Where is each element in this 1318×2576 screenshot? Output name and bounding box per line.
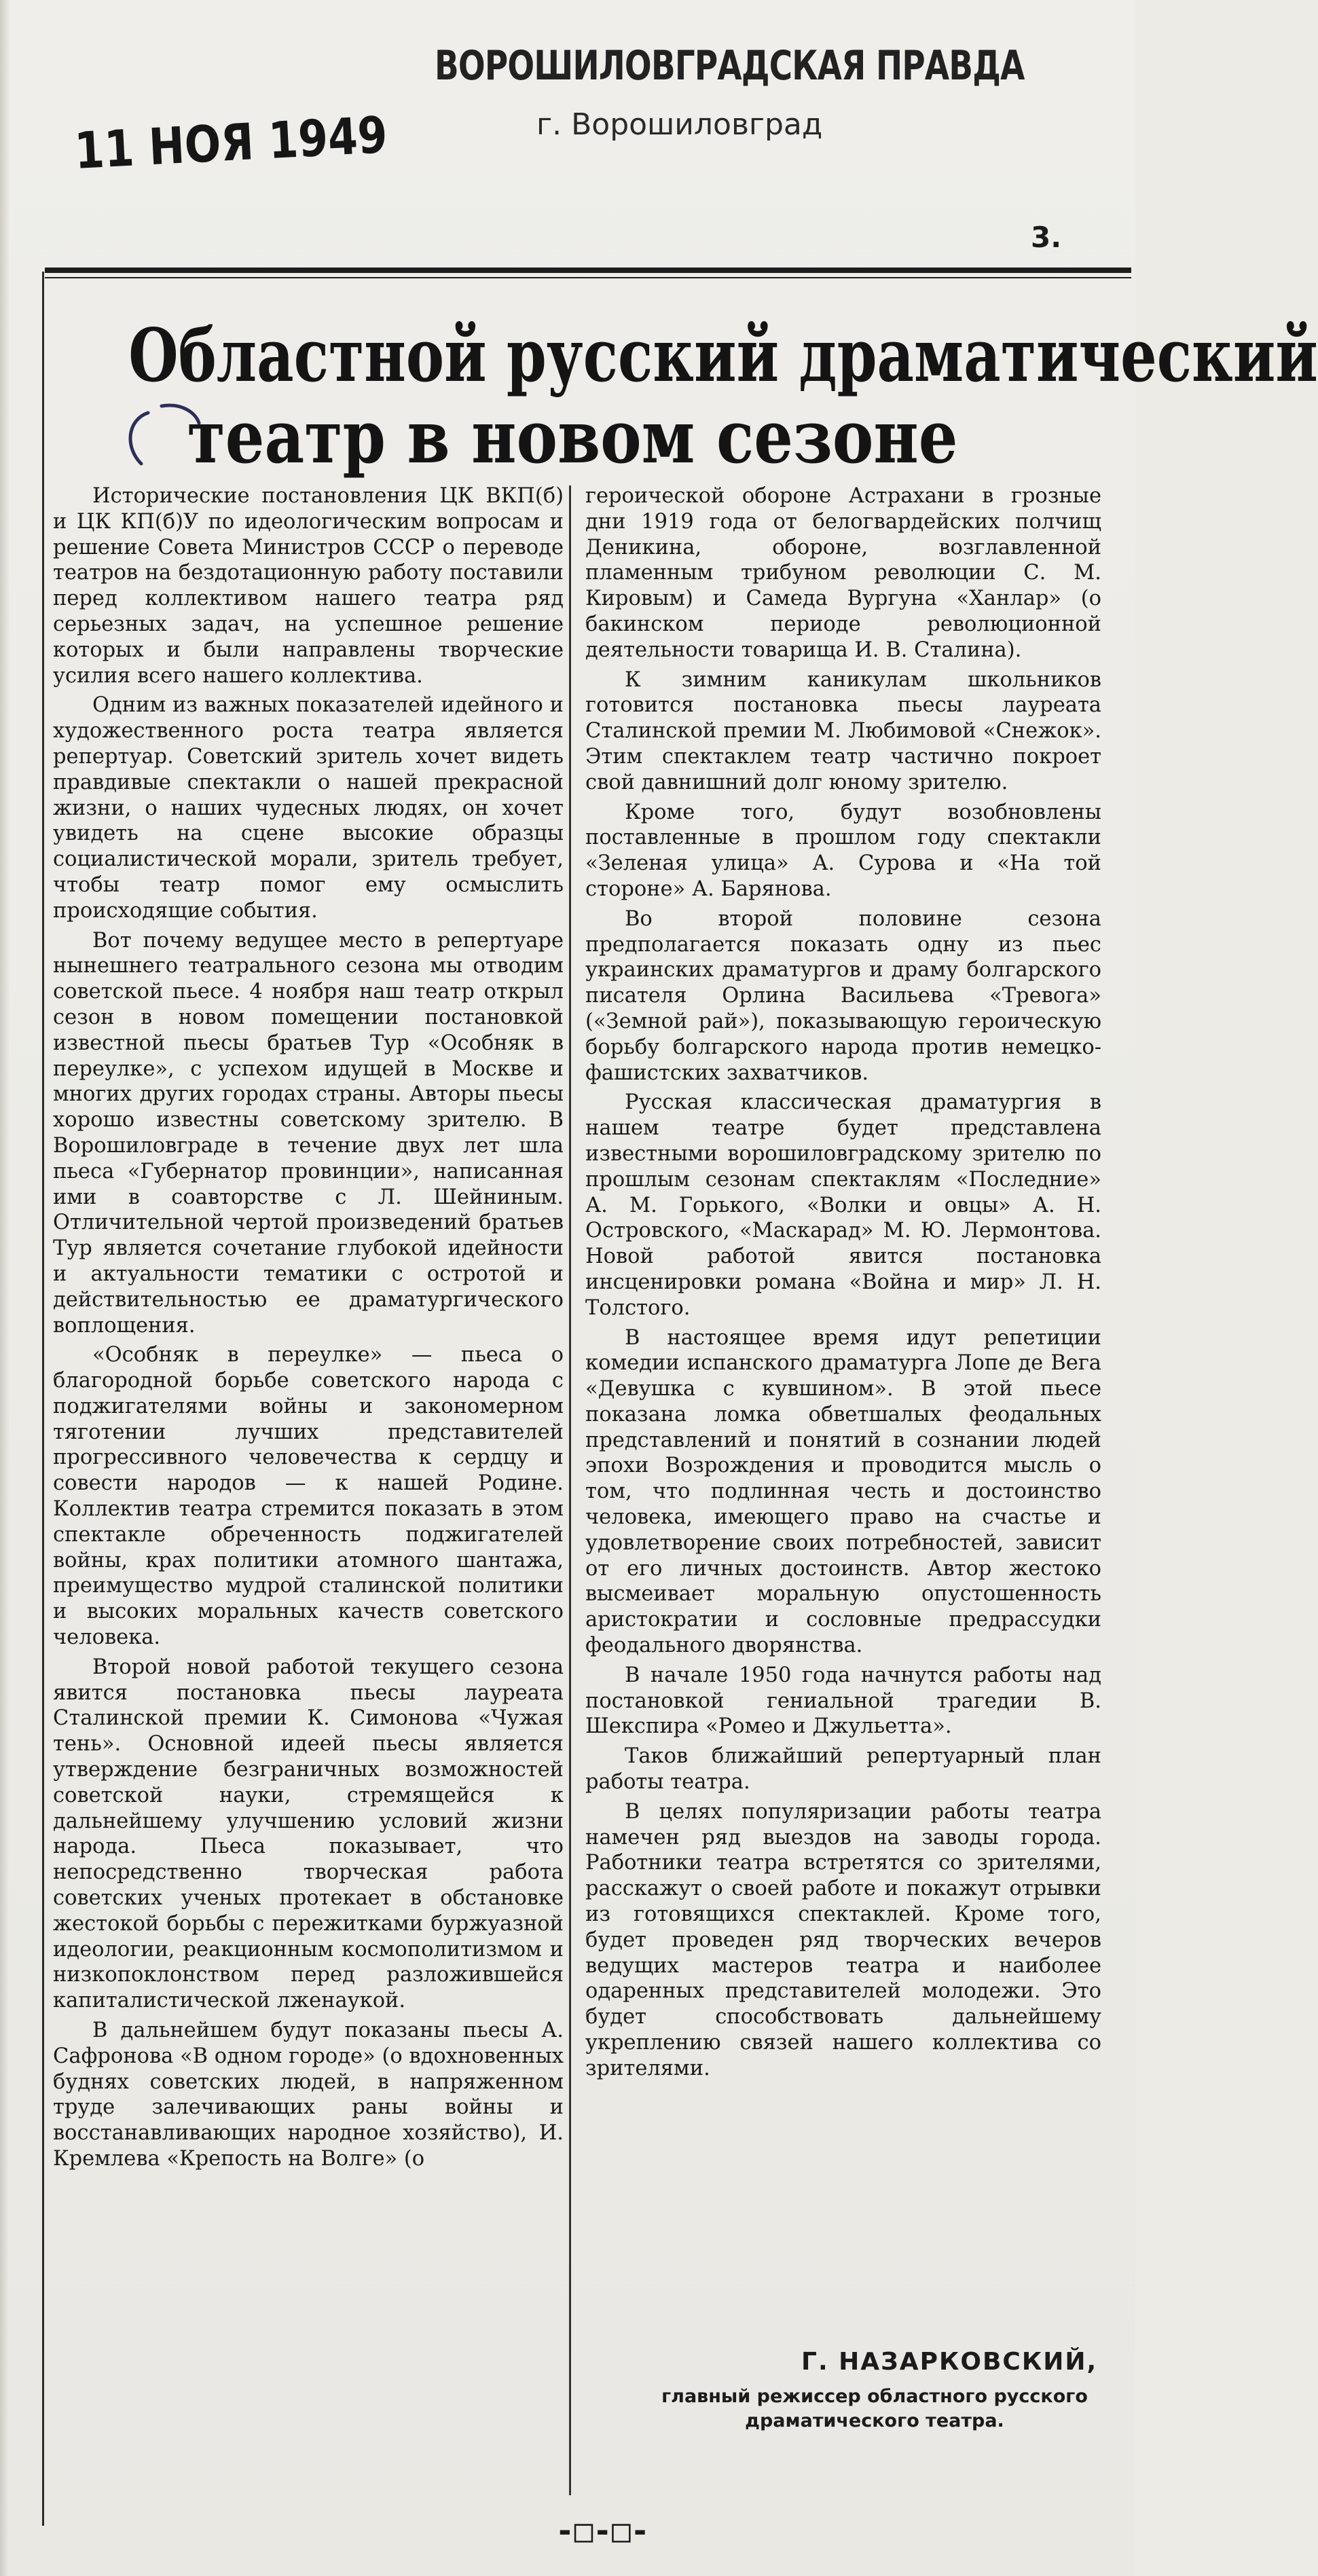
newspaper-city: г. Ворошиловград xyxy=(536,107,823,142)
paragraph: Одним из важных показателей идейного и художественного роста театра является репертуар. Советский зритель хочет видеть правдивые спектакли о нашей прекрасной жизни, о наших чудесных людях, он хочет увидеть на сцене высокие образцы социалистической морали, зритель требует, чтобы театр помог ему осмыслить происходящие события. xyxy=(53,693,564,923)
paragraph: В дальнейшем будут показаны пьесы А. Сафронова «В одном городе» (о вдохновенных буднях советских людей, в напряженном труде залечивающих раны войны и восстанавливающих народное хозяйство), И. Кремлева «Крепость на Волге» (о xyxy=(53,2019,564,2171)
author-signature: Г. НАЗАРКОВСКИЙ, xyxy=(801,2348,1098,2376)
header-rule-thick xyxy=(45,268,1131,273)
newspaper-name: ВОРОШИЛОВГРАДСКАЯ ПРАВДА xyxy=(435,42,1025,90)
paragraph: Исторические постановления ЦК ВКП(б) и ЦК КП(б)У по идеологическим вопросам и решение Совета Министров СССР о переводе театров на бездотационную работу поставили перед коллективом нашего театра ряд серьезных задач, на успешное решение которых и были направлены творческие усилия всего нашего коллектива. xyxy=(53,484,564,688)
author-position: главный режиссер областного русского драматического театра. xyxy=(661,2386,1088,2431)
paragraph: Во второй половине сезона предполагается показать одну из пьес украинских драматургов и драму болгарского писателя Орлина Васильева «Тревога» («Земной рай»), показывающую героическую борьбу болгарского народа против немецко-фашистских захватчиков. xyxy=(585,906,1101,1085)
paragraph: К зимним каникулам школьников готовится постановка пьесы лауреата Сталинской премии М. Любимовой «Снежок». Этим спектаклем театр частично покроет свой давнишний долг юному зрителю. xyxy=(585,667,1101,794)
paragraph: Русская классическая драматургия в нашем театре будет представлена известными ворошиловградскому зрителю по прошлым сезонам спектаклям «Последние» А. М. Горького, «Волки и овцы» А. Н. Островского, «Маскарад» М. Ю. Лермонтова. Новой работой явится постановка инсценировки романа «Война и мир» Л. Н. Толстого. xyxy=(585,1090,1101,1320)
paragraph: Кроме того, будут возобновлены поставленные в прошлом году спектакли «Зеленая улица» А. Сурова и «На той стороне» А. Барянова. xyxy=(585,800,1101,901)
header-rule-thin xyxy=(45,277,1131,278)
paragraph: В целях популяризации работы театра намечен ряд выездов на заводы города. Работники театра встретятся со зрителями, расскажут о своей работе и покажут отрывки из готовящихся спектаклей. Кроме того, будет проведен ряд творческих вечеров ведущих мастеров театра и наиболее одаренных представителей молодежи. Это будет способствовать дальнейшему укреплению связей нашего коллектива со зрителями. xyxy=(585,1799,1101,2080)
article-end-mark: -□-□- xyxy=(555,2512,650,2549)
handwritten-pen-mark-icon xyxy=(121,399,216,474)
column-left-border xyxy=(42,272,44,2526)
scan-edge-shadow xyxy=(0,0,10,2576)
column-separator xyxy=(569,485,571,2495)
paragraph: В настоящее время идут репетиции комедии испанского драматурга Лопе де Вега «Девушка с кувшином». В этой пьесе показана ломка обветшалых феодальных представлений и понятий в сознании людей эпохи Возрождения и проводится мысль о том, что подлинная честь и достоинство человека, имеющего право на счастье и удовлетворение своих потребностей, зависит от его личных достоинств. Автор жестоко высмеивает моральную опустошенность аристократии и сословные предрассудки феодального дворянства. xyxy=(585,1325,1101,1658)
article-column-left xyxy=(53,483,564,2507)
article-title-line-2: театр в новом сезоне xyxy=(187,394,958,480)
paragraph: героической обороне Астрахани в грозные дни 1919 года от белогвардейских полчищ Деникина, обороне, возглавленной пламенным трибуном революции С. М. Кировым) и Самеда Вургуна «Ханлар» (о бакинском периоде революционной деятельности товарища И. В. Сталина). xyxy=(585,484,1101,662)
article-title-line-1: Областной русский драматический xyxy=(128,313,1318,399)
paragraph: Таков ближайший репертуарный план работы театра. xyxy=(585,1744,1101,1795)
paragraph: В начале 1950 года начнутся работы над постановкой гениальной трагедии В. Шекспира «Ромео и Джульетта». xyxy=(585,1663,1101,1739)
paragraph: «Особняк в переулке» — пьеса о благородной борьбе советского народа с поджигателями войны и закономерном тяготении лучших представителей прогрессивного человечества к сердцу и совести народов — к нашей Родине. Коллектив театра стремится показать в этом спектакле обреченность поджигателей войны, крах политики атомного шантажа, преимущество мудрой сталинской политики и высоких моральных качеств советского человека. xyxy=(53,1343,564,1650)
article-column-right xyxy=(585,483,1101,2507)
paragraph: Второй новой работой текущего сезона явится постановка пьесы лауреата Сталинской премии К. Симонова «Чужая тень». Основной идеей пьесы является утверждение безграничных возможностей советской науки, стремящейся к дальнейшему улучшению условий жизни народа. Пьеса показывает, что непосредственно творческая работа советских ученых протекает в обстановке жестокой борьбы с пережитками буржуазной идеологии, реакционным космополитизмом и низкопоклонством перед разложившейся капиталистической лженаукой. xyxy=(53,1655,564,2013)
page-number: 3. xyxy=(1031,221,1062,254)
date-stamp: 11 НОЯ 1949 xyxy=(73,105,389,181)
paragraph: Вот почему ведущее место в репертуаре нынешнего театрального сезона мы отводим советской пьесе. 4 ноября наш театр открыл сезон в новом помещении постановкой известной пьесы братьев Тур «Особняк в переулке», с успехом идущей в Москве и многих других городах страны. Авторы пьесы хорошо известны советскому зрителю. В Ворошиловграде в течение двух лет шла пьеса «Губернатор провинции», написанная ими в соавторстве с Л. Шейниным. Отличительной чертой произведений братьев Тур является сочетание глубокой идейности и актуальности тематики с остротой и действительностью ее драматургического воплощения. xyxy=(53,928,564,1338)
